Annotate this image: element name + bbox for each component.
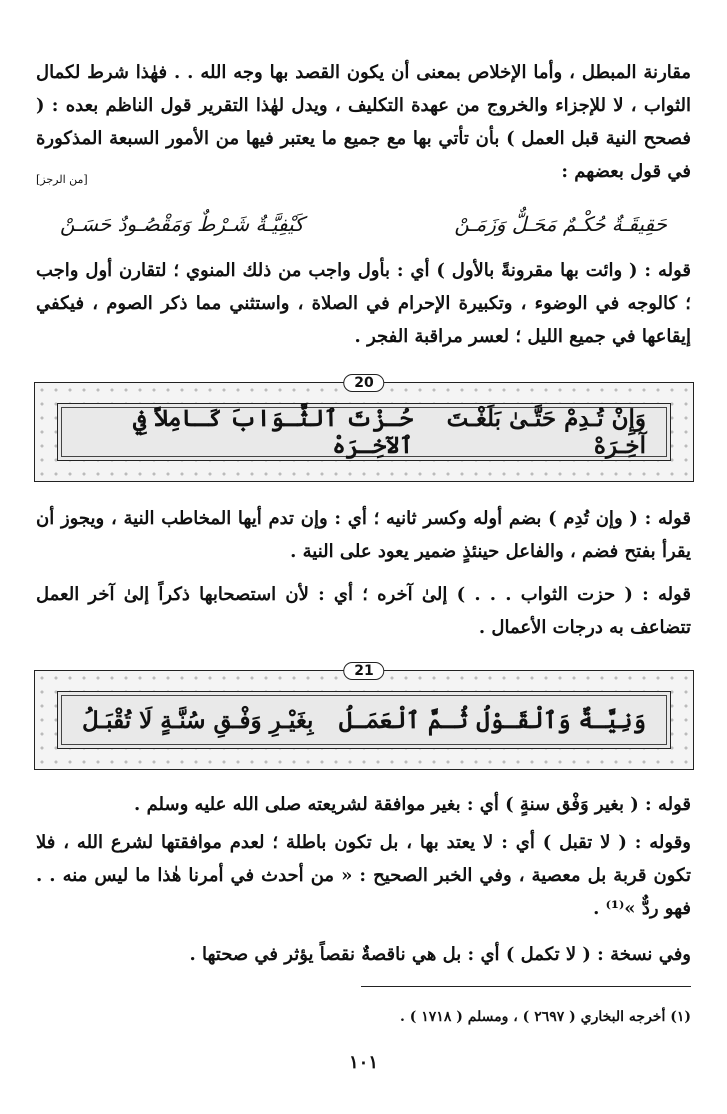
paragraph-commentary-4: قوله : ( بغير وَفْق سنةٍ ) أي : بغير موافقة لشريعته صلى الله عليه وسلم .	[134, 794, 691, 815]
poem-hemistich-left: كَيْفِيَّـةٌ شَـرْطٌ وَمَقْصُـودٌ حَسَـنْ	[60, 212, 304, 236]
verse-box-20	[34, 375, 694, 482]
verse-number: 20	[343, 374, 384, 392]
verse-hemistich-right: وَإِنْ تُـدِمْ حَتَّـىٰ بَلَغْـتَ آخِـرَهْ	[446, 405, 646, 459]
page-number: ١٠١	[348, 1052, 378, 1073]
verse-hemistich-left: حُـزْتَ ٱلثَّـوَابَ كَـامِلاً فِي ٱلآخِـرَهْ	[133, 405, 414, 459]
paragraph-intro: مقارنة المبطل ، وأما الإخلاص بمعنى أن يكون القصد بها وجه الله . . فهٰذا شرط لكمال الثواب ، لا للإجزاء والخروج من عهدة التكليف ، ويدل لهٰذا التقرير قول الناظم بعده : ( فصحح النية قبل العمل ) بأن تأتي بها مع جميع ما يعتبر فيها من الأمور السبعة المذكورة في قول بعضهم :	[36, 62, 691, 182]
verse-hemistich-left: بِغَيْـرِ وَفْـقِ سُنَّـةٍ لَا تُقْبَـلُ	[82, 706, 314, 734]
paragraph-commentary-5: وقوله : ( لا تقبل ) أي : لا يعتد بها ، بل تكون باطلة ؛ لعدم موافقتها لشرع الله ، فلا تكون قربة بل معصية ، وفي الخبر الصحيح : « من أحدث في أمرنا هٰذا ما ليس منه . . فهو ردٌّ »⁽¹⁾ .	[36, 832, 691, 919]
poem-line	[60, 206, 667, 242]
meter-note: [من الرجز]	[36, 173, 88, 186]
paragraph-commentary-6: وفي نسخة : ( لا تكمل ) أي : بل هي ناقصةٌ نقصاً يؤثر في صحتها .	[189, 944, 691, 965]
verse-frame	[57, 691, 671, 749]
paragraph-commentary-2: قوله : ( وإن تُدِم ) بضم أوله وكسر ثانيه ؛ أي : وإن تدم أيها المخاطب النية ، ويجوز أن يقرأ بفتح فضم ، والفاعل حينئذٍ ضمير يعود على النية .	[36, 508, 691, 562]
paragraph-commentary-3: قوله : ( حزت الثواب . . . ) إلىٰ آخره ؛ أي : لأن استصحابها ذكراً إلىٰ آخر العمل تتضاعف به درجات الأعمال .	[36, 584, 691, 638]
verse-hemistich-right: وَنِيَّـةٌ وَٱلْقَـوْلُ ثُـمَّ ٱلْعَمَـلُ	[338, 706, 646, 734]
verse-box-21	[34, 663, 694, 770]
footnote-divider	[361, 986, 691, 987]
paragraph-commentary-1: قوله : ( وائت بها مقرونةً بالأول ) أي : بأول واجب من ذلك المنوي ؛ لتقارن أول واجب ؛ كالوجه في الوضوء ، وتكبيرة الإحرام في الصلاة ، واستثني مما ذكر الصوم ، فيكفي إيقاعها في جميع الليل ؛ لعسر مراقبة الفجر .	[36, 260, 691, 347]
footnote: (١) أخرجه البخاري ( ٢٦٩٧ ) ، ومسلم ( ١٧١٨ ) .	[400, 1009, 691, 1025]
verse-number: 21	[343, 662, 384, 680]
verse-frame	[57, 403, 671, 461]
poem-hemistich-right: حَقِيقَـةٌ حُكْـمٌ مَحَـلٌّ وَزَمَـنْ	[454, 212, 667, 236]
